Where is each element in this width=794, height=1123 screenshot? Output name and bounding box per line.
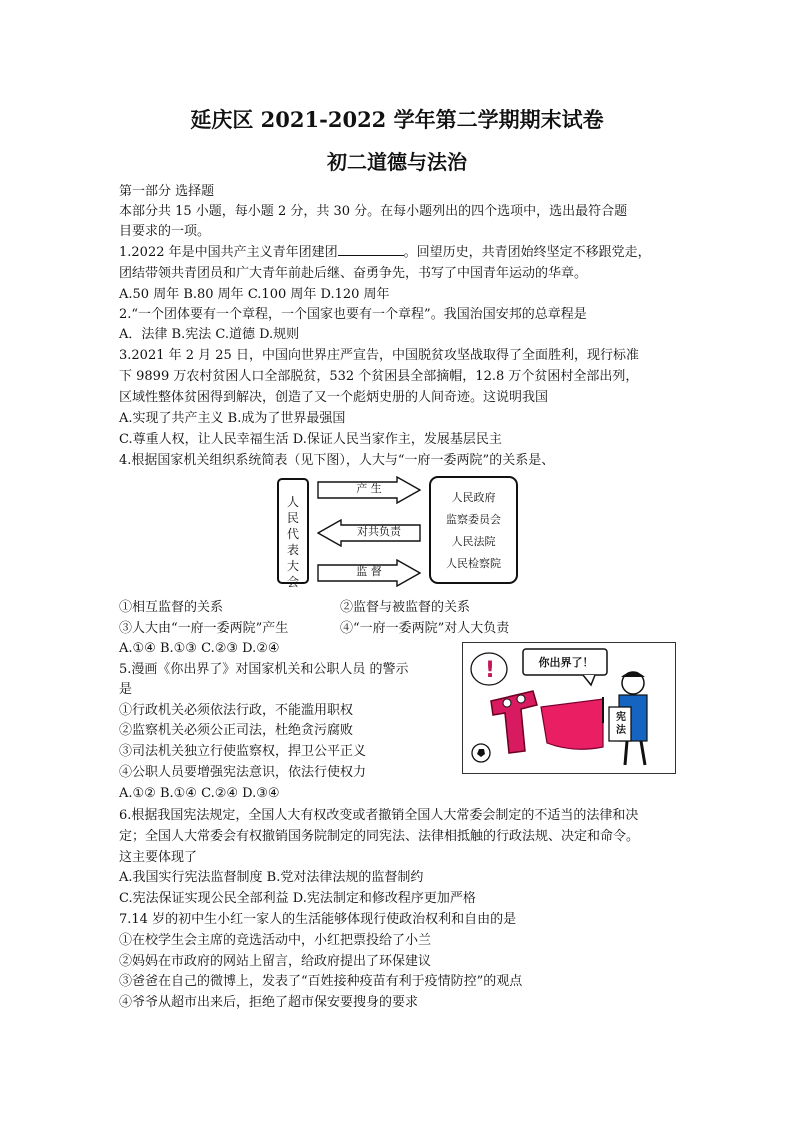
organ-government: 人民政府 [451,491,496,504]
q7-stem: 7.14 岁的初中生小红一家人的生活能够体现行使政治权利和自由的是 [119,912,517,927]
q6-options-2: C.宪法保证实现公民全部利益 D.宪法制定和修改程序更加严格 [119,891,476,906]
organ-supervisory-commission: 监察委员会 [446,513,501,526]
q4-stem: 4.根据国家机关组织系统简表（见下图），人大与“一府一委两院”的关系是、 [119,453,555,468]
q5-choice-3: ③司法机关独立行使监察权，捍卫公平正义 [119,744,367,759]
q6-line-1: 6.根据我国宪法规定，全国人大有权改变或者撤销全国人大常委会制定的不适当的法律和决 [119,808,639,823]
q4-choice-2: ②监督与被监督的关系 [340,600,471,615]
arrow-supervise-label: 监 督 [356,565,382,578]
exam-subject: 初二道德与法治 [327,150,467,174]
q4-choice-1: ①相互监督的关系 [119,600,224,615]
q5-choice-2: ②监察机关必须公正司法，杜绝贪污腐败 [119,723,354,738]
state-organs-box [429,476,518,584]
q4-choice-4: ④“一府一委两院”对人大负责 [340,621,510,636]
q1-stem-line-2: 团结带领共青团员和广大青年前赴后继、奋勇争先，书写了中国青年运动的华章。 [119,266,588,281]
constitution-sign [611,711,631,737]
instructions-line-1: 本部分共 15 小题，每小题 2 分，共 30 分。在每小题列出的四个选项中，选出最符合题 [119,204,628,219]
organ-procuratorate: 人民检察院 [446,557,501,570]
q1-options: A.50 周年 B.80 周年 C.100 周年 D.120 周年 [119,287,390,302]
instructions-line-2: 目要求的一项。 [119,224,211,239]
q1-stem-start: 1.2022 年是中国共产主义青年团建团 [119,245,338,260]
arrow-produce-right [317,476,421,502]
q6-line-2: 定；全国人大常委会有权撤销国务院制定的同宪法、法律相抵触的行政法规、决定和命令。 [119,829,640,844]
q3-line-2: 下 9899 万农村贫困人口全部脱贫，532 个贫困县全部摘帽，12.8 万个贫困村全部出列， [119,369,639,384]
npc-char: 表 [286,543,299,557]
q5-choice-1: ①行政机关必须依法行政，不能滥用职权 [119,703,354,718]
npc-char: 大 [286,559,299,573]
npc-char: 会 [286,575,299,589]
q5-stem-1: 5.漫画《你出界了》对国家机关和公职人员 的警示 [119,662,409,677]
q3-options-1: A.实现了共产主义 B.成为了世界最强国 [119,411,346,426]
arrow-produce-label: 产 生 [356,482,382,495]
exam-title: 延庆区 2021-2022 学年第二学期期末试卷 [190,107,604,132]
npc-box [277,478,309,589]
q5-stem-2: 是 [119,682,133,697]
q7-choice-1: ①在校学生会主席的竞选活动中，小红把票投给了小兰 [119,933,432,948]
q2-options: A．法律 B.宪法 C.道德 D.规则 [119,327,300,342]
q7-choice-3: ③爸爸在自己的微博上，发表了“百姓接种疫苗有利于疫情防控”的观点 [119,974,523,989]
q1-stem-end: 。回望历史，共青团始终坚定不移跟党走， [403,245,651,260]
cartoon-out-of-bounds [462,642,676,774]
q7-choice-2: ②妈妈在市政府的网站上留言，给政府提出了环保建议 [119,954,432,969]
q3-line-3: 区域性整体贫困得到解决，创造了又一个彪炳史册的人间奇迹。这说明我国 [119,390,549,405]
organ-court: 人民法院 [451,535,496,548]
q6-line-3: 这主要体现了 [119,850,198,865]
cartoon-speech-text: 你出界了！ [538,656,594,669]
npc-char: 人 [286,495,299,509]
q4-options: A.①④ B.①③ C.②③ D.②④ [119,641,280,656]
npc-char: 代 [286,527,299,541]
q4-choice-3: ③人大由“一府一委两院”产生 [119,621,289,636]
q1-answer-blank [338,243,404,256]
sign-char: 法 [616,725,626,736]
svg-text:!: ! [485,658,496,683]
q5-choice-4: ④公职人员要增强宪法意识，依法行使权力 [119,765,367,780]
q6-options-1: A.我国实行宪法监督制度 B.党对法律法规的监督制约 [119,870,424,885]
sign-char: 宪 [616,712,626,723]
q2-stem: 2.“一个团体要有一个章程，一个国家也要有一个章程”。我国治国安邦的总章程是 [119,307,587,322]
arrow-supervise-right [317,559,421,585]
arrow-responsible-label: 对共负责 [357,525,401,538]
npc-box-label [279,494,307,590]
q3-line-1: 3.2021 年 2 月 25 日，中国向世界庄严宣告，中国脱贫攻坚战取得了全面胜利，现行标准 [119,348,639,363]
section-heading: 第一部分 选择题 [119,184,215,199]
q1-stem [119,243,651,263]
q3-options-2: C.尊重人权，让人民幸福生活 D.保证人民当家作主，发展基层民主 [119,432,502,447]
arrow-responsible-left [317,519,421,545]
state-organs-list [431,478,516,575]
q5-options: A.①② B.①④ C.②④ D.③④ [119,786,280,801]
state-organs-diagram [277,473,522,591]
npc-char: 民 [286,511,299,525]
q7-choice-4: ④爷爷从超市出来后，拒绝了超市保安要搜身的要求 [119,995,419,1010]
